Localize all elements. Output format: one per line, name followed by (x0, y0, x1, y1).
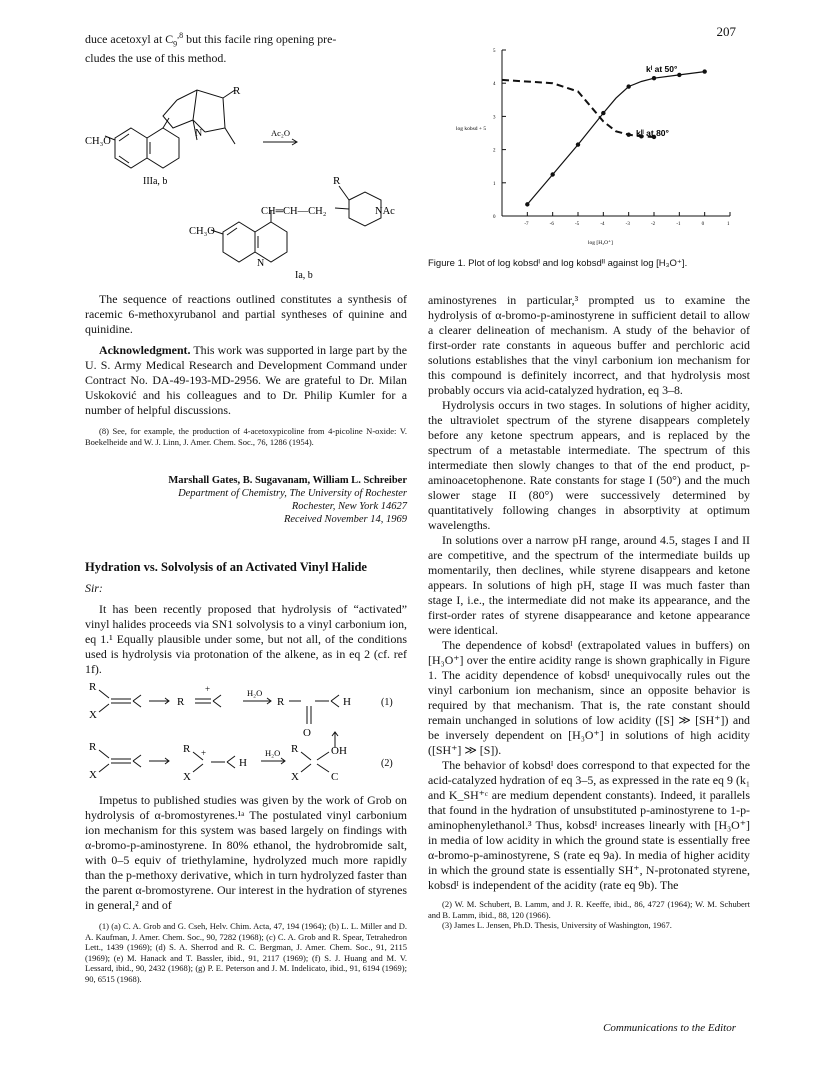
left-paragraph-1: The sequence of reactions outlined constitutes a synthesis of racemic 6-methoxyrubanol and partial syntheses of quinine and quinidine. (85, 292, 407, 336)
equations (85, 676, 407, 786)
author-dept: Department of Chemistry, The University of Rochester (178, 488, 407, 499)
left-lower (85, 793, 407, 984)
eq2-h: H (239, 757, 247, 769)
scheme-label-top: IIIa, b (143, 176, 168, 187)
k1-point (677, 73, 681, 77)
legend-k2-label: kᴵᴵ at 80° (636, 128, 669, 138)
eq2-h2o: H₂O (265, 748, 281, 758)
series-k1-line (527, 72, 704, 205)
x-tick-label: 0 (701, 222, 705, 227)
left-top-sub: 9 (173, 39, 178, 49)
footer-section: Communications to the Editor (603, 1022, 736, 1034)
eq1-o: O (303, 727, 311, 739)
x-tick-label: -4 (600, 222, 605, 227)
left-top-line1: duce acetoxyl at C (85, 31, 174, 46)
x-tick-label: 1 (727, 222, 730, 227)
right-paragraph-4: The dependence of kobsdᴵ (extrapolated values in buffers) on [H₃O⁺] over the entire acidity range is shown graphically in Figure 1. The acidity dependence of kobsdᴵ unequivocally rules out the vinyl carbonium ion mechanism, since an opposite behavior is required by that mechanism. That is, the rate constant should remain unchanged in solutions of low acidity ([S] ≫ [SH⁺]) and be inversely dependent on [H₃O⁺] in solutions of high acidity ([SH⁺] ≫ [S]). (428, 638, 750, 757)
eq2-r: R (89, 741, 97, 753)
right-body (428, 293, 750, 931)
ack-title: Acknowledgment. (99, 343, 191, 357)
legend-k1-label: kᴵ at 50° (646, 64, 678, 74)
eq1-r: R (89, 681, 97, 693)
k1-point (601, 111, 605, 115)
k2-point (626, 132, 630, 136)
y-tick-label: 3 (493, 115, 496, 121)
eq2-r2: R (183, 743, 191, 755)
scheme-chain: CH═CH—CH₂ (261, 206, 327, 217)
y-tick-label: 0 (493, 215, 496, 220)
scheme-n-bottom: N (257, 258, 265, 269)
x-tick-label: -6 (549, 222, 554, 227)
eq2-x: X (89, 769, 97, 781)
author-names: Marshall Gates, B. Sugavanam, William L. Schreiber (168, 475, 407, 486)
k1-point (652, 76, 656, 80)
eq2-x3: X (291, 771, 299, 783)
k1-point (626, 84, 630, 88)
eq1-r3: R (277, 696, 285, 708)
figure-1-plot (440, 40, 740, 252)
scheme-ch3o-bottom: CH₃O (189, 226, 215, 237)
eq1-h: H (343, 696, 351, 708)
scheme-reagent: Ac₂O (271, 128, 291, 138)
ref-1: (1) (a) C. A. Grob and G. Cseh, Helv. Chim. Acta, 47, 194 (1964); (b) L. L. Miller and D. A. Kaufman, J. Amer. Chem. Soc., 90, 7282 (1968); (c) C. A. Grob and R. Spear, Tetrahedron Lett., 1439 (1969); (d) S. A. Sherrod and R. C. Bergman, J. Amer. Chem. Soc., 91, 2115 (1969); (e) M. Hanack and T. Bassler, ibid., 91, 2117 (1969); (f) S. J. Huang and M. V. Lessard, ibid., 90, 2432 (1968); (g) P. E. Peterson and J. M. Indelicato, ibid., 91, 6194 (1969); 90, 6515 (1968). (85, 921, 407, 984)
left-top-sup: ,8 (177, 31, 184, 40)
eq1-x: X (89, 709, 97, 721)
reaction-scheme (85, 72, 425, 282)
x-tick-label: -1 (676, 222, 681, 227)
x-tick-label: -7 (524, 222, 529, 227)
scheme-nac: NAc (375, 206, 395, 217)
k1-point (550, 172, 554, 176)
scheme-r-bottom: R (333, 175, 341, 187)
scheme-n-top: N (195, 128, 203, 139)
x-tick-label: -5 (575, 222, 580, 227)
right-paragraph-1: aminostyrenes in particular,³ prompted us to examine the hydrolysis of α-bromo-p-aminostyrene in sufficient detail to allow a clearer delineation of mechanism. A study of the behavior of first-order rate constants in aqueous buffer and perchloric acid solutions establishes that the vinyl carbonium ion mechanism for this compound is definitely incorrect, and that hydrolysis most probably occurs via acid-catalyzed hydration, eq 3–8. (428, 293, 750, 397)
eq2-c: C (331, 771, 339, 783)
k1-point (525, 202, 529, 206)
series-k2-line (502, 80, 654, 137)
eq1-plus: + (205, 684, 211, 694)
y-tick-label: 5 (493, 49, 496, 54)
eq1-h2o: H₂O (247, 688, 263, 698)
article-paragraph-1: It has been recently proposed that hydrolysis of “activated” vinyl halides proceeds via SN1 solvolysis to a vinyl carbonium ion, eq 1.¹ Equally plausible under some, but not all, of the conditions used is hydrolysis via protonation of the alkene, as in eq 2 (cf. ref 1f). (85, 602, 407, 676)
left-top-line1b: but this facile ring opening pre- (183, 31, 337, 46)
eq2-oh: OH (331, 745, 347, 757)
eq2-plus: + (201, 748, 207, 758)
eq2-x2: X (183, 771, 191, 783)
ref-8: (8) See, for example, the production of 4-acetoxypicoline from 4-picoline N-oxide: V. Boekelheide and W. J. Linn, J. Amer. Chem. Soc., 76, 1286 (1954). (85, 426, 407, 447)
scheme-ch3o-top: CH₃O (85, 136, 111, 147)
ref-2: (2) W. M. Schubert, B. Lamm, and J. R. Keeffe, ibid., 86, 4727 (1964); W. M. Schubert and B. Lamm, ibid., 88, 120 (1966). (428, 899, 750, 920)
x-tick-label: -2 (651, 222, 656, 227)
right-paragraph-3: In solutions over a narrow pH range, around 4.5, stages I and II are competitive, and the spectrum of the intermediate builds up momentarily, then declines, while styrene disappears and ketone appears. In solutions of high pH, stage II was much faster than stage I, i.e., the intermediate did not make its appearance, and the first-order rates of styrene disappearance and ketone appearance were identical. (428, 533, 750, 637)
right-paragraph-2: Hydrolysis occurs in two stages. In solutions of higher acidity, the ultraviolet spectrum of the styrene disappears completely before any ketone spectrum appears, and is replaced by the spectrum of a metastable intermediate. The spectrum of this intermediate then slowly changes to that of the end product, p-aminoacetophenone. Rate constants for stage I (50°) and the much slower stage II (80°) were successively determined by quantitatively following changes in absorptivity at optimum wavelengths. (428, 398, 750, 532)
figure-xlabel: log [H₃O⁺] (588, 240, 613, 246)
k1-point (576, 142, 580, 146)
salutation: Sir: (85, 581, 103, 595)
article-paragraph-2: Impetus to published studies was given by the work of Grob on hydrolysis of α-bromostyrenes.¹ᵃ The postulated vinyl carbonium ion mechanism for this system was based largely on findings with α-bromo-p-aminostyrene. In 80% ethanol, the hydrobromide salt, with 0–5 equiv of triethylamine, hydrolyzed much more rapidly than the p-methoxy derivative, which in turn hydrolyzed faster than the parent α-bromostyrene. Our interest in the hydration of styrenes in general,² and of (85, 793, 407, 912)
article-title: Hydration vs. Solvolysis of an Activated Vinyl Halide (85, 560, 367, 574)
eq2-r3: R (291, 743, 299, 755)
ack-text: This work was supported in large part by the U. S. Army Medical Research and Development Command under Contract No. DA-49-193-MD-2956. We are grateful to Dr. Milan Uskoković and his colleagues and to Dr. Philip Kumler for a number of helpful discussions. (85, 343, 407, 417)
left-top-line2: cludes the use of this method. (85, 51, 227, 66)
left-body (85, 292, 407, 447)
ref-3: (3) James L. Jensen, Ph.D. Thesis, University of Washington, 1967. (442, 920, 672, 930)
right-paragraph-5: The behavior of kobsdᴵ does correspond to that expected for the acid-catalyzed hydration of eq 3–5, as expressed in the rate eq 9 (k₁ and K_SH⁺ᶜ are medium dependent constants). Indeed, it parallels that found in the hydration of unsubstituted p-aminostyrene to 1-p-aminophenylethanol.³ Thus, kobsdᴵ increases linearly with [H₃O⁺] in media of low acidity in which the ground state is essentially free α-bromo-p-aminostyrene, S (rate eq 9a). In media of higher acidity in which the ground state is essentially SH⁺, N-protonated styrene, kobsdᴵ is independent of the acidity (rate eq 9b). The (428, 758, 750, 892)
x-tick-label: -3 (625, 222, 630, 227)
article-intro (85, 560, 407, 677)
eq2-label: (2) (381, 758, 393, 769)
author-block (85, 474, 407, 526)
y-tick-label: 2 (493, 148, 496, 154)
figure-caption: Figure 1. Plot of log kobsdᴵ and log kobsdᴵᴵ against log [H₃O⁺]. (428, 258, 688, 269)
eq1-r2: R (177, 696, 185, 708)
y-tick-label: 1 (493, 181, 496, 187)
eq1-label: (1) (381, 697, 393, 708)
author-city: Rochester, New York 14627 (291, 501, 407, 512)
scheme-label-bottom: Ia, b (295, 270, 313, 281)
scheme-r-top: R (233, 85, 241, 97)
k1-point (702, 69, 706, 73)
left-top-text (85, 28, 407, 66)
author-received: Received November 14, 1969 (283, 514, 407, 525)
y-tick-label: 4 (493, 82, 496, 88)
figure-ylabel: log kobsd + 5 (456, 126, 487, 132)
page-number: 207 (716, 24, 736, 39)
